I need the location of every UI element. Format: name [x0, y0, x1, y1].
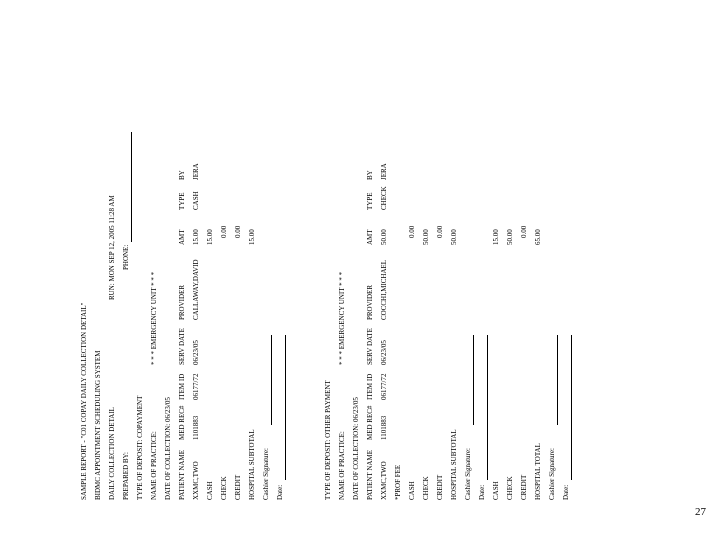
footer-cashier-signature-label: Cashier Signature: — [548, 448, 556, 500]
col-type: TYPE — [366, 192, 374, 210]
row-type: CHECK — [380, 186, 388, 210]
total-cash-value: 15.00 — [206, 229, 214, 245]
row-by: JERA — [380, 163, 388, 180]
report-name: DAILY COLLECTION DETAIL — [108, 407, 116, 500]
total-credit-value: 0.00 — [436, 225, 444, 238]
hospital-total-label: HOSPITAL TOTAL — [534, 443, 542, 500]
footer-date-label: Date: — [562, 484, 570, 500]
row-serv-date: 06/23/05 — [192, 340, 200, 365]
collection-date: DATE OF COLLECTION: 06/23/05 — [164, 397, 172, 500]
col-type: TYPE — [178, 192, 186, 210]
page-number: 27 — [695, 506, 706, 518]
deposit-type: TYPE OF DEPOSIT: COPAYMENT — [136, 395, 144, 500]
deposit-type: TYPE OF DEPOSIT: OTHER PAYMENT — [324, 380, 332, 500]
total-check-label: CHECK — [220, 476, 228, 500]
total-credit-label: CREDIT — [436, 474, 444, 500]
date-label: Date: — [478, 484, 486, 500]
hospital-subtotal-value: 15.00 — [248, 229, 256, 245]
row-serv-date: 06/23/05 — [380, 340, 388, 365]
row-by: JERA — [192, 163, 200, 180]
grand-cash-value: 15.00 — [492, 229, 500, 245]
hospital-total-value: 65.00 — [534, 229, 542, 245]
practice-label: NAME OF PRACTICE: — [338, 431, 346, 500]
cashier-signature-rule — [473, 335, 474, 425]
total-credit-value: 0.00 — [234, 225, 242, 238]
practice-value: * * * EMERGENCY UNIT * * * — [338, 271, 346, 365]
system-name: BIDMC APPOINTMENT SCHEDULING SYSTEM — [94, 350, 102, 500]
total-cash-label: CASH — [206, 481, 214, 500]
report-title: SAMPLE REPORT - "C01 COPAY DAILY COLLECTION DETAIL" — [80, 302, 88, 500]
hospital-subtotal-value: 50.00 — [450, 229, 458, 245]
total-check-value: 50.00 — [422, 229, 430, 245]
row-item-id: 06177/72 — [380, 373, 388, 400]
cashier-signature-label: Cashier Signature: — [464, 448, 472, 500]
prof-fee-note: *PROF FEE — [394, 464, 402, 500]
row-amt: 15.00 — [192, 229, 200, 245]
col-provider: PROVIDER — [178, 284, 186, 320]
row-item-id: 06177/72 — [192, 373, 200, 400]
col-by: BY — [178, 170, 186, 180]
col-patient-name: PATIENT NAME — [178, 450, 186, 500]
row-patient-name: XXMC,TWO — [380, 461, 388, 500]
row-amt: 50.00 — [380, 229, 388, 245]
col-provider: PROVIDER — [366, 284, 374, 320]
prepared-by-label: PREPARED BY: — [122, 452, 130, 500]
grand-check-label: CHECK — [506, 476, 514, 500]
row-med-rec: 1101883 — [380, 415, 388, 440]
total-check-label: CHECK — [422, 476, 430, 500]
date-label: Date: — [276, 484, 284, 500]
total-cash-label: CASH — [408, 481, 416, 500]
col-item-id: ITEM ID — [366, 373, 374, 400]
run-timestamp: RUN: MON SEP 12, 2005 11:28 AM — [108, 195, 116, 300]
col-amt: AMT — [178, 229, 186, 245]
total-credit-label: CREDIT — [234, 474, 242, 500]
col-med-rec: MED REC# — [178, 405, 186, 440]
date-rule — [487, 335, 488, 480]
total-cash-value: 0.00 — [408, 225, 416, 238]
row-provider: COCCHI,MICHAEL — [380, 259, 388, 320]
grand-credit-label: CREDIT — [520, 474, 528, 500]
row-med-rec: 1101883 — [192, 415, 200, 440]
grand-check-value: 50.00 — [506, 229, 514, 245]
rotated-report-continued — [80, 60, 570, 500]
footer-date-rule — [571, 335, 572, 480]
hospital-subtotal-label: HOSPITAL SUBTOTAL — [450, 429, 458, 500]
total-check-value: 0.00 — [220, 225, 228, 238]
practice-label: NAME OF PRACTICE: — [150, 431, 158, 500]
col-by: BY — [366, 170, 374, 180]
row-patient-name: XXMC,TWO — [192, 461, 200, 500]
col-serv-date: SERV DATE — [178, 328, 186, 365]
row-provider: CALLAWAY,DAVID — [192, 259, 200, 320]
col-item-id: ITEM ID — [178, 373, 186, 400]
cashier-signature-label: Cashier Signature: — [262, 448, 270, 500]
grand-credit-value: 0.00 — [520, 225, 528, 238]
col-patient-name: PATIENT NAME — [366, 450, 374, 500]
grand-cash-label: CASH — [492, 481, 500, 500]
footer-cashier-signature-rule — [557, 335, 558, 425]
collection-date: DATE OF COLLECTION: 06/23/05 — [352, 397, 360, 500]
row-type: CASH — [192, 191, 200, 210]
phone-label: PHONE: — [122, 244, 130, 270]
col-med-rec: MED REC# — [366, 405, 374, 440]
col-serv-date: SERV DATE — [366, 328, 374, 365]
hospital-subtotal-label: HOSPITAL SUBTOTAL — [248, 429, 256, 500]
col-amt: AMT — [366, 229, 374, 245]
practice-value: * * * EMERGENCY UNIT * * * — [150, 271, 158, 365]
